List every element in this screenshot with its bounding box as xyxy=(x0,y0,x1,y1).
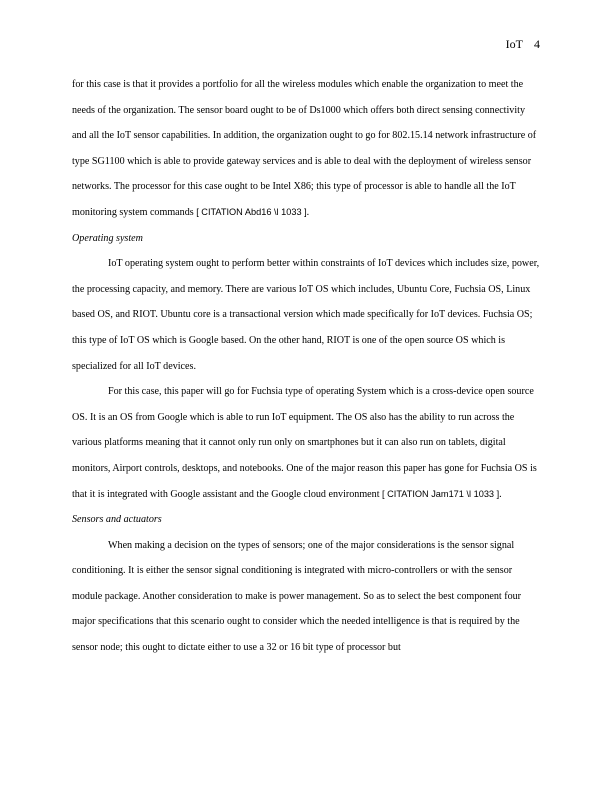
paragraph-continuation xyxy=(72,72,540,226)
page-number: 4 xyxy=(534,37,540,51)
section-heading-sensors: Sensors and actuators xyxy=(72,514,162,526)
paragraph-fuchsia xyxy=(72,379,540,507)
paragraph-end-punctuation: . xyxy=(306,206,310,218)
section-heading-operating-system: Operating system xyxy=(72,232,143,244)
body-text xyxy=(72,72,540,661)
running-header xyxy=(506,37,540,51)
header-title: IoT xyxy=(505,37,523,51)
citation-field: [ CITATION Jam171 \l 1033 ] xyxy=(382,488,500,499)
paragraph-text: For this case, this paper will go for Fuchsia type of operating System which is a cross-device open source OS. It is an OS from Google which is able to run IoT equipment. The OS also has the ability to run across the various platforms meaning that it cannot only run only on smartphones but it can also run on tablets, digital monitors, Airport controls, desktops, and notebooks. One of the major reason this paper has gone for Fuchsia OS is that it is integrated with Google assistant and the Google cloud environment xyxy=(72,386,537,500)
citation-field: [ CITATION Abd16 \l 1033 ] xyxy=(196,206,307,217)
paragraph-end-punctuation: . xyxy=(499,488,502,500)
paragraph-text: for this case is that it provides a portfolio for all the wireless modules which enable the organization to meet the needs of the organization. The sensor board ought to be of Ds1000 which offers both direct sensing connectivity and all the IoT sensor capabilities. In addition, the organization ought to go for 802.15.14 network infrastructure of type SG1100 which is able to provide gateway services and is able to deal with the deployment of wireless sensor networks. The processor for this case ought to be Intel X86; this type of processor is able to handle all the IoT monitoring system commands xyxy=(72,79,537,218)
paragraph-iot-os: IoT operating system ought to perform better within constraints of IoT devices which includes size, power, the processing capacity, and memory. There are various IoT OS which includes, Ubuntu Core, Fuchsia OS, Linux based OS, and RIOT. Ubuntu core is a transactional version which made specifically for IoT devices. Fuchsia OS; this type of IoT OS which is Google based. On the other hand, RIOT is one of the open source OS which is specialized for all IoT devices. xyxy=(72,258,540,372)
paragraph-sensors: When making a decision on the types of sensors; one of the major considerations is the sensor signal conditioning. It is either the sensor signal conditioning is integrated with micro-controllers or with the sensor module package. Another consideration to make is power management. So as to select the best component four major specifications that this scenario ought to consider which the needed intelligence is that is required by the sensor node; this ought to dictate either to use a 32 or 16 bit type of processor but xyxy=(72,539,522,654)
